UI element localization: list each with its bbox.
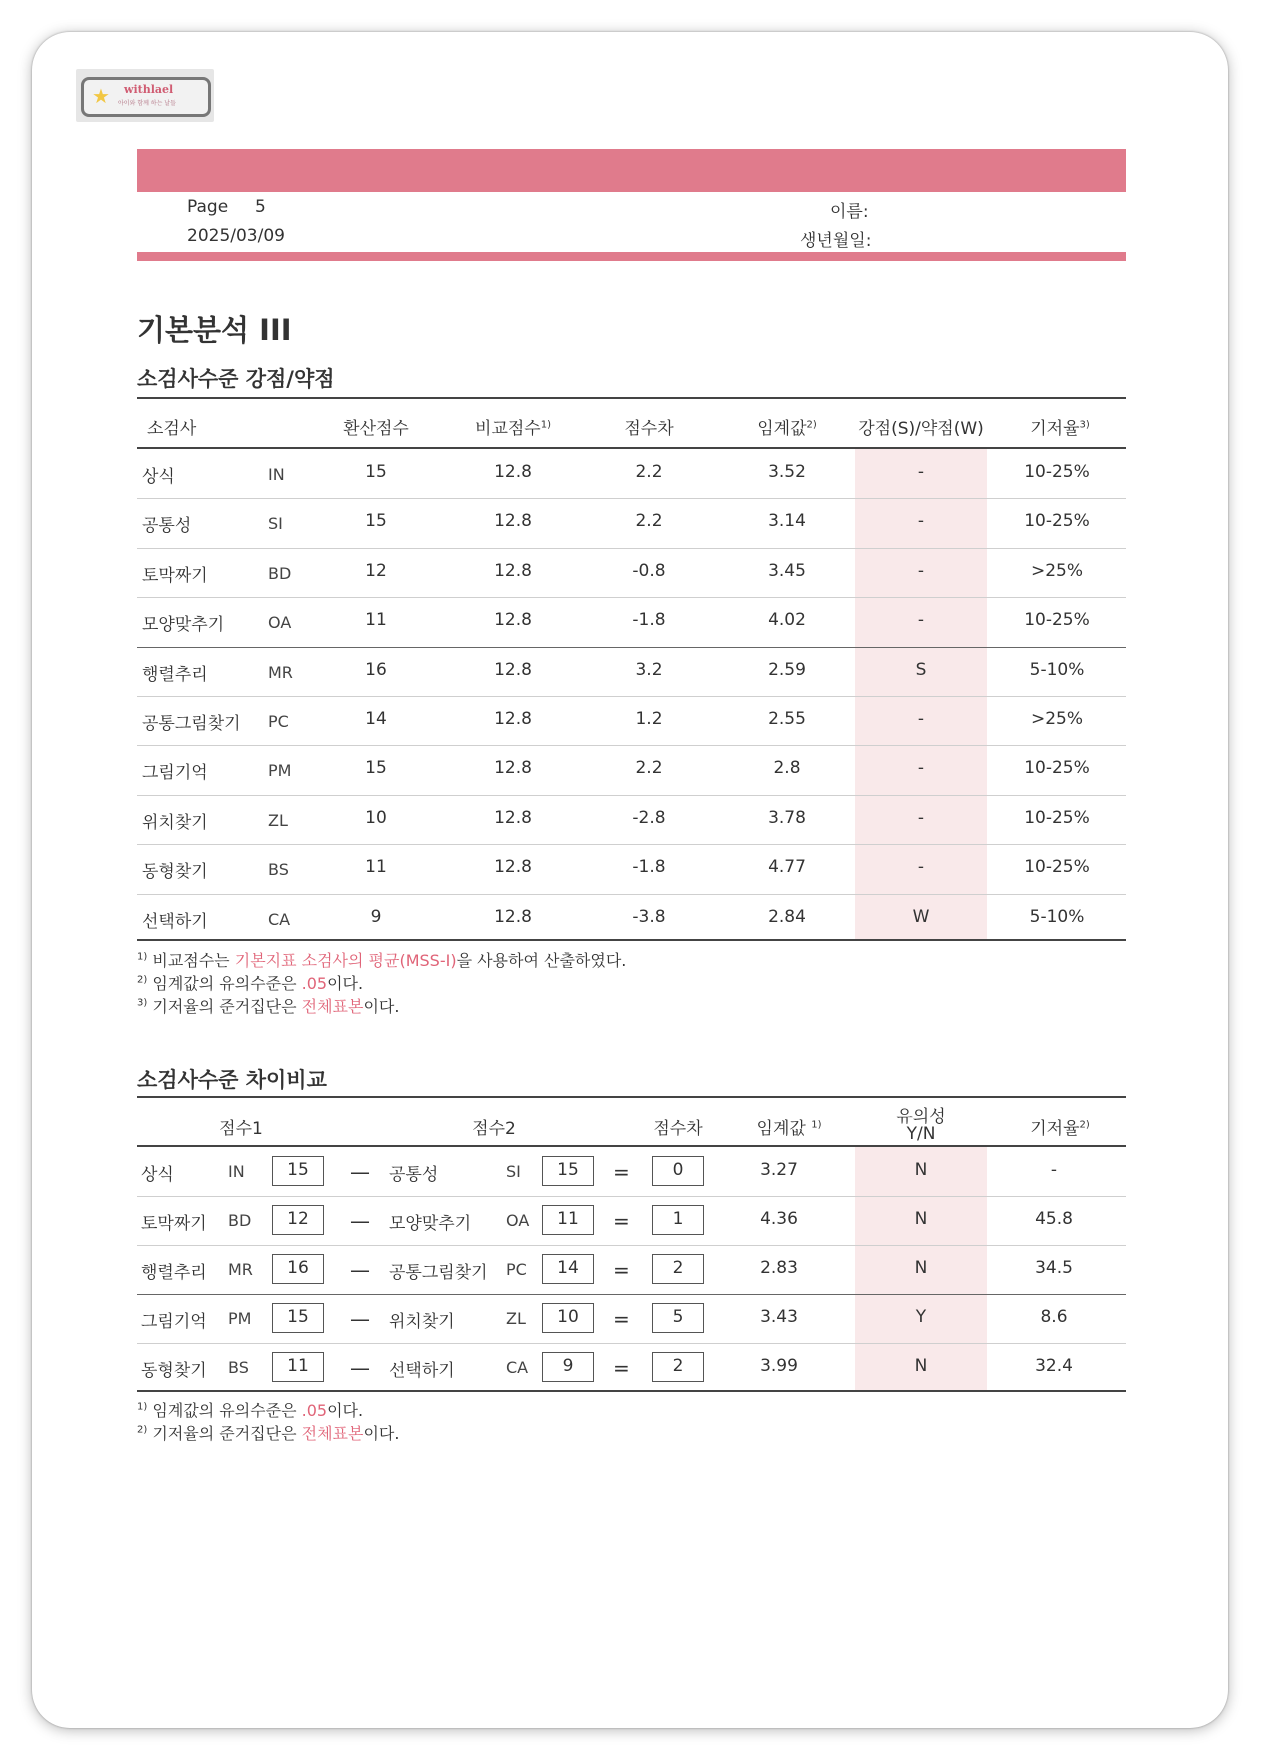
score1-name: 토막짜기 [141,1214,207,1234]
base-rate: 5-10% [1029,907,1085,927]
compare-score: 12.8 [494,709,532,729]
base-rate: 5-10% [1029,660,1085,680]
col-sw: 강점(S)/약점(W) [858,419,984,439]
significance: Y [915,1307,927,1327]
footnote-highlight: .05 [301,974,328,993]
significance: N [914,1258,928,1278]
footnote-marker: 2) [137,974,148,986]
critical-value: 4.36 [760,1209,798,1229]
score1-code: PM [228,1309,252,1328]
subtest-code: CA [268,910,291,929]
critical-value: 3.27 [760,1160,798,1180]
base-rate: 10-25% [1024,511,1090,531]
score1-code: IN [228,1162,245,1181]
row-divider [137,1196,1126,1197]
score1-code: MR [228,1260,253,1279]
logo-brand: withlael [124,83,174,96]
subtest-name: 상식 [142,467,175,487]
critical-value: 3.78 [768,808,806,828]
footnote-highlight: 전체표본 [301,1424,364,1443]
minus-sign: — [350,1307,370,1331]
strength-weakness: - [917,857,925,877]
subtest-code: IN [268,465,285,484]
col-compare [475,414,551,439]
subtest-name: 선택하기 [142,912,208,932]
compare-score: 12.8 [494,462,532,482]
equals-sign: = [613,1307,630,1331]
score2-box: 14 [542,1254,594,1284]
footnote-marker: 3) [137,997,148,1009]
strength-weakness: S [915,660,927,680]
col-score2: 점수2 [472,1119,516,1139]
score1-box: 16 [272,1254,324,1284]
strength-weakness: - [917,610,925,630]
converted-score: 11 [365,857,387,877]
score1-name: 행렬추리 [141,1263,207,1283]
row-divider [137,1294,1126,1295]
subtest-name: 공통성 [142,516,192,536]
strength-weakness: - [917,561,925,581]
strength-weakness: - [917,758,925,778]
critical-value: 4.77 [768,857,806,877]
converted-score: 16 [365,660,387,680]
footnote [137,1421,399,1444]
birthdate-label: 생년월일: [800,231,872,251]
table1-top-rule [137,397,1126,399]
col-critical-sup: 2) [806,419,817,431]
col-base-sup: 3) [1079,419,1090,431]
header-rule [137,252,1126,261]
critical-value: 2.83 [760,1258,798,1278]
score1-box: 11 [272,1352,324,1382]
col-critical2-label: 임계값 [756,1119,806,1139]
strength-weakness: - [917,709,925,729]
score-diff: -3.8 [632,907,666,927]
logo-tagline: 아이와 함께 하는 날들 [118,100,176,107]
equals-sign: = [613,1209,630,1233]
col-sig: 유의성 [896,1107,946,1127]
base-rate: 8.6 [1040,1307,1068,1327]
score2-box: 10 [542,1303,594,1333]
score2-name: 공통성 [389,1165,439,1185]
subtest-name: 행렬추리 [142,665,208,685]
converted-score: 12 [365,561,387,581]
subtest-name: 위치찾기 [142,813,208,833]
score-diff: -2.8 [632,808,666,828]
critical-value: 3.14 [768,511,806,531]
base-rate: 10-25% [1024,808,1090,828]
table1-bottom-rule [137,939,1126,941]
base-rate: 10-25% [1024,857,1090,877]
col-compare-sup: 1) [540,419,551,431]
footnote-text-end: 이다. [327,1401,364,1420]
footnote-text: 기저율의 준거집단은 [152,997,302,1016]
base-rate: 45.8 [1035,1209,1073,1229]
star-icon: ★ [92,84,110,108]
document-page [32,32,1228,1728]
row-divider [137,844,1126,845]
table1-header-rule [137,447,1126,449]
critical-value: 2.8 [773,758,801,778]
col-base2-label: 기저율 [1030,1119,1080,1139]
footnote [137,994,399,1017]
compare-score: 12.8 [494,758,532,778]
converted-score: 10 [365,808,387,828]
table2-header-rule [137,1145,1126,1147]
diff-box: 2 [652,1352,704,1382]
score2-box: 15 [542,1156,594,1186]
strength-weakness: - [917,808,925,828]
footnote-highlight: 전체표본 [301,997,364,1016]
row-divider [137,795,1126,796]
section2-title: 소검사수준 차이비교 [137,1068,327,1092]
converted-score: 9 [370,907,382,927]
score-diff: 3.2 [635,660,663,680]
score2-name: 모양맞추기 [389,1214,472,1234]
subtest-code: MR [268,663,293,682]
compare-score: 12.8 [494,907,532,927]
compare-score: 12.8 [494,808,532,828]
base-rate: 10-25% [1024,758,1090,778]
score2-name: 위치찾기 [389,1312,455,1332]
compare-score: 12.8 [494,660,532,680]
col-diff: 점수차 [624,419,674,439]
footnote-marker: 2) [137,1424,148,1436]
col-converted: 환산점수 [343,419,409,439]
report-date: 2025/03/09 [187,226,285,246]
converted-score: 15 [365,511,387,531]
score-diff: 2.2 [635,758,663,778]
brand-logo [76,69,214,122]
diff-box: 1 [652,1205,704,1235]
footnote-text-end: 이다. [363,997,400,1016]
col-score1: 점수1 [219,1119,263,1139]
col-critical2 [757,1114,822,1139]
col-diff2: 점수차 [653,1119,703,1139]
col-critical2-sup: 1) [811,1119,822,1131]
significance: N [914,1160,928,1180]
row-divider [137,1245,1126,1246]
row-divider [137,894,1126,895]
header-band [137,149,1126,192]
page-number: 5 [255,197,266,217]
converted-score: 15 [365,758,387,778]
footnote-text: 기저율의 준거집단은 [152,1424,302,1443]
footnote [137,948,626,971]
subtest-name: 공통그림찾기 [142,714,241,734]
score-diff: -1.8 [632,857,666,877]
subtest-code: SI [268,514,283,533]
score2-name: 선택하기 [389,1361,455,1381]
critical-value: 3.43 [760,1307,798,1327]
score-diff: 1.2 [635,709,663,729]
col-subtest: 소검사 [147,419,197,439]
base-rate: >25% [1030,561,1084,581]
strength-weakness: - [917,511,925,531]
score2-code: ZL [506,1309,526,1328]
score1-code: BD [228,1211,252,1230]
footnote-marker: 1) [137,951,148,963]
base-rate: 32.4 [1035,1356,1073,1376]
subtest-code: OA [268,613,292,632]
row-divider [137,548,1126,549]
critical-value: 4.02 [768,610,806,630]
row-divider [137,498,1126,499]
section1-title: 소검사수준 강점/약점 [137,367,335,391]
subtest-code: ZL [268,811,288,830]
minus-sign: — [350,1209,370,1233]
score2-box: 9 [542,1352,594,1382]
subtest-name: 그림기억 [142,763,208,783]
base-rate: >25% [1030,709,1084,729]
row-divider [137,647,1126,648]
subtest-code: BD [268,564,292,583]
score-diff: 2.2 [635,511,663,531]
critical-value: 3.45 [768,561,806,581]
footnote [137,1398,363,1421]
score1-name: 그림기억 [141,1312,207,1332]
critical-value: 2.59 [768,660,806,680]
score1-code: BS [228,1358,249,1377]
diff-box: 5 [652,1303,704,1333]
col-base [1030,414,1090,439]
row-divider [137,745,1126,746]
row-divider [137,597,1126,598]
col-base2 [1030,1114,1090,1139]
page-label: Page [187,197,229,217]
subtest-name: 토막짜기 [142,566,208,586]
score1-box: 12 [272,1205,324,1235]
diff-box: 2 [652,1254,704,1284]
table2-bottom-rule [137,1390,1126,1392]
row-divider [137,696,1126,697]
equals-sign: = [613,1356,630,1380]
footnote-text-end: 이다. [363,1424,400,1443]
score2-code: CA [506,1358,529,1377]
footnote [137,971,363,994]
minus-sign: — [350,1160,370,1184]
footnote-text-end: 이다. [327,974,364,993]
significance: N [914,1356,928,1376]
col-compare-label: 비교점수 [475,419,541,439]
col-yn: Y/N [906,1124,936,1144]
equals-sign: = [613,1160,630,1184]
minus-sign: — [350,1258,370,1282]
footnote-highlight: .05 [301,1401,328,1420]
name-label: 이름: [830,202,869,222]
equals-sign: = [613,1258,630,1282]
compare-score: 12.8 [494,857,532,877]
score2-code: PC [506,1260,527,1279]
significance: N [914,1209,928,1229]
score2-code: OA [506,1211,530,1230]
critical-value: 3.52 [768,462,806,482]
footnote-marker: 1) [137,1401,148,1413]
page-title: 기본분석 III [137,313,292,347]
score-diff: -0.8 [632,561,666,581]
compare-score: 12.8 [494,561,532,581]
logo-frame [81,77,211,117]
strength-weakness: - [917,462,925,482]
subtest-name: 모양맞추기 [142,615,225,635]
score-diff: -1.8 [632,610,666,630]
col-critical-label: 임계값 [757,419,807,439]
converted-score: 11 [365,610,387,630]
score1-name: 상식 [141,1165,174,1185]
row-divider [137,1343,1126,1344]
footnote-text-end: 을 사용하여 산출하였다. [456,951,627,970]
score-diff: 2.2 [635,462,663,482]
critical-value: 2.84 [768,907,806,927]
converted-score: 15 [365,462,387,482]
subtest-name: 동형찾기 [142,862,208,882]
subtest-code: PM [268,761,292,780]
footnote-text: 비교점수는 [152,951,235,970]
compare-score: 12.8 [494,511,532,531]
col-critical [757,414,817,439]
score2-code: SI [506,1162,521,1181]
footnote-highlight: 기본지표 소검사의 평균(MSS-I) [234,951,457,970]
score2-name: 공통그림찾기 [389,1263,488,1283]
subtest-code: PC [268,712,289,731]
table2-top-rule [137,1096,1126,1098]
subtest-code: BS [268,860,289,879]
score1-box: 15 [272,1303,324,1333]
base-rate: 10-25% [1024,462,1090,482]
footnote-text: 임계값의 유의수준은 [152,1401,302,1420]
col-base2-sup: 2) [1079,1119,1090,1131]
critical-value: 3.99 [760,1356,798,1376]
minus-sign: — [350,1356,370,1380]
score1-name: 동형찾기 [141,1361,207,1381]
base-rate: 34.5 [1035,1258,1073,1278]
footnote-text: 임계값의 유의수준은 [152,974,302,993]
base-rate: 10-25% [1024,610,1090,630]
score1-box: 15 [272,1156,324,1186]
diff-box: 0 [652,1156,704,1186]
score2-box: 11 [542,1205,594,1235]
compare-score: 12.8 [494,610,532,630]
converted-score: 14 [365,709,387,729]
strength-weakness: W [912,907,930,927]
col-base-label: 기저율 [1030,419,1080,439]
critical-value: 2.55 [768,709,806,729]
base-rate: - [1050,1160,1058,1180]
